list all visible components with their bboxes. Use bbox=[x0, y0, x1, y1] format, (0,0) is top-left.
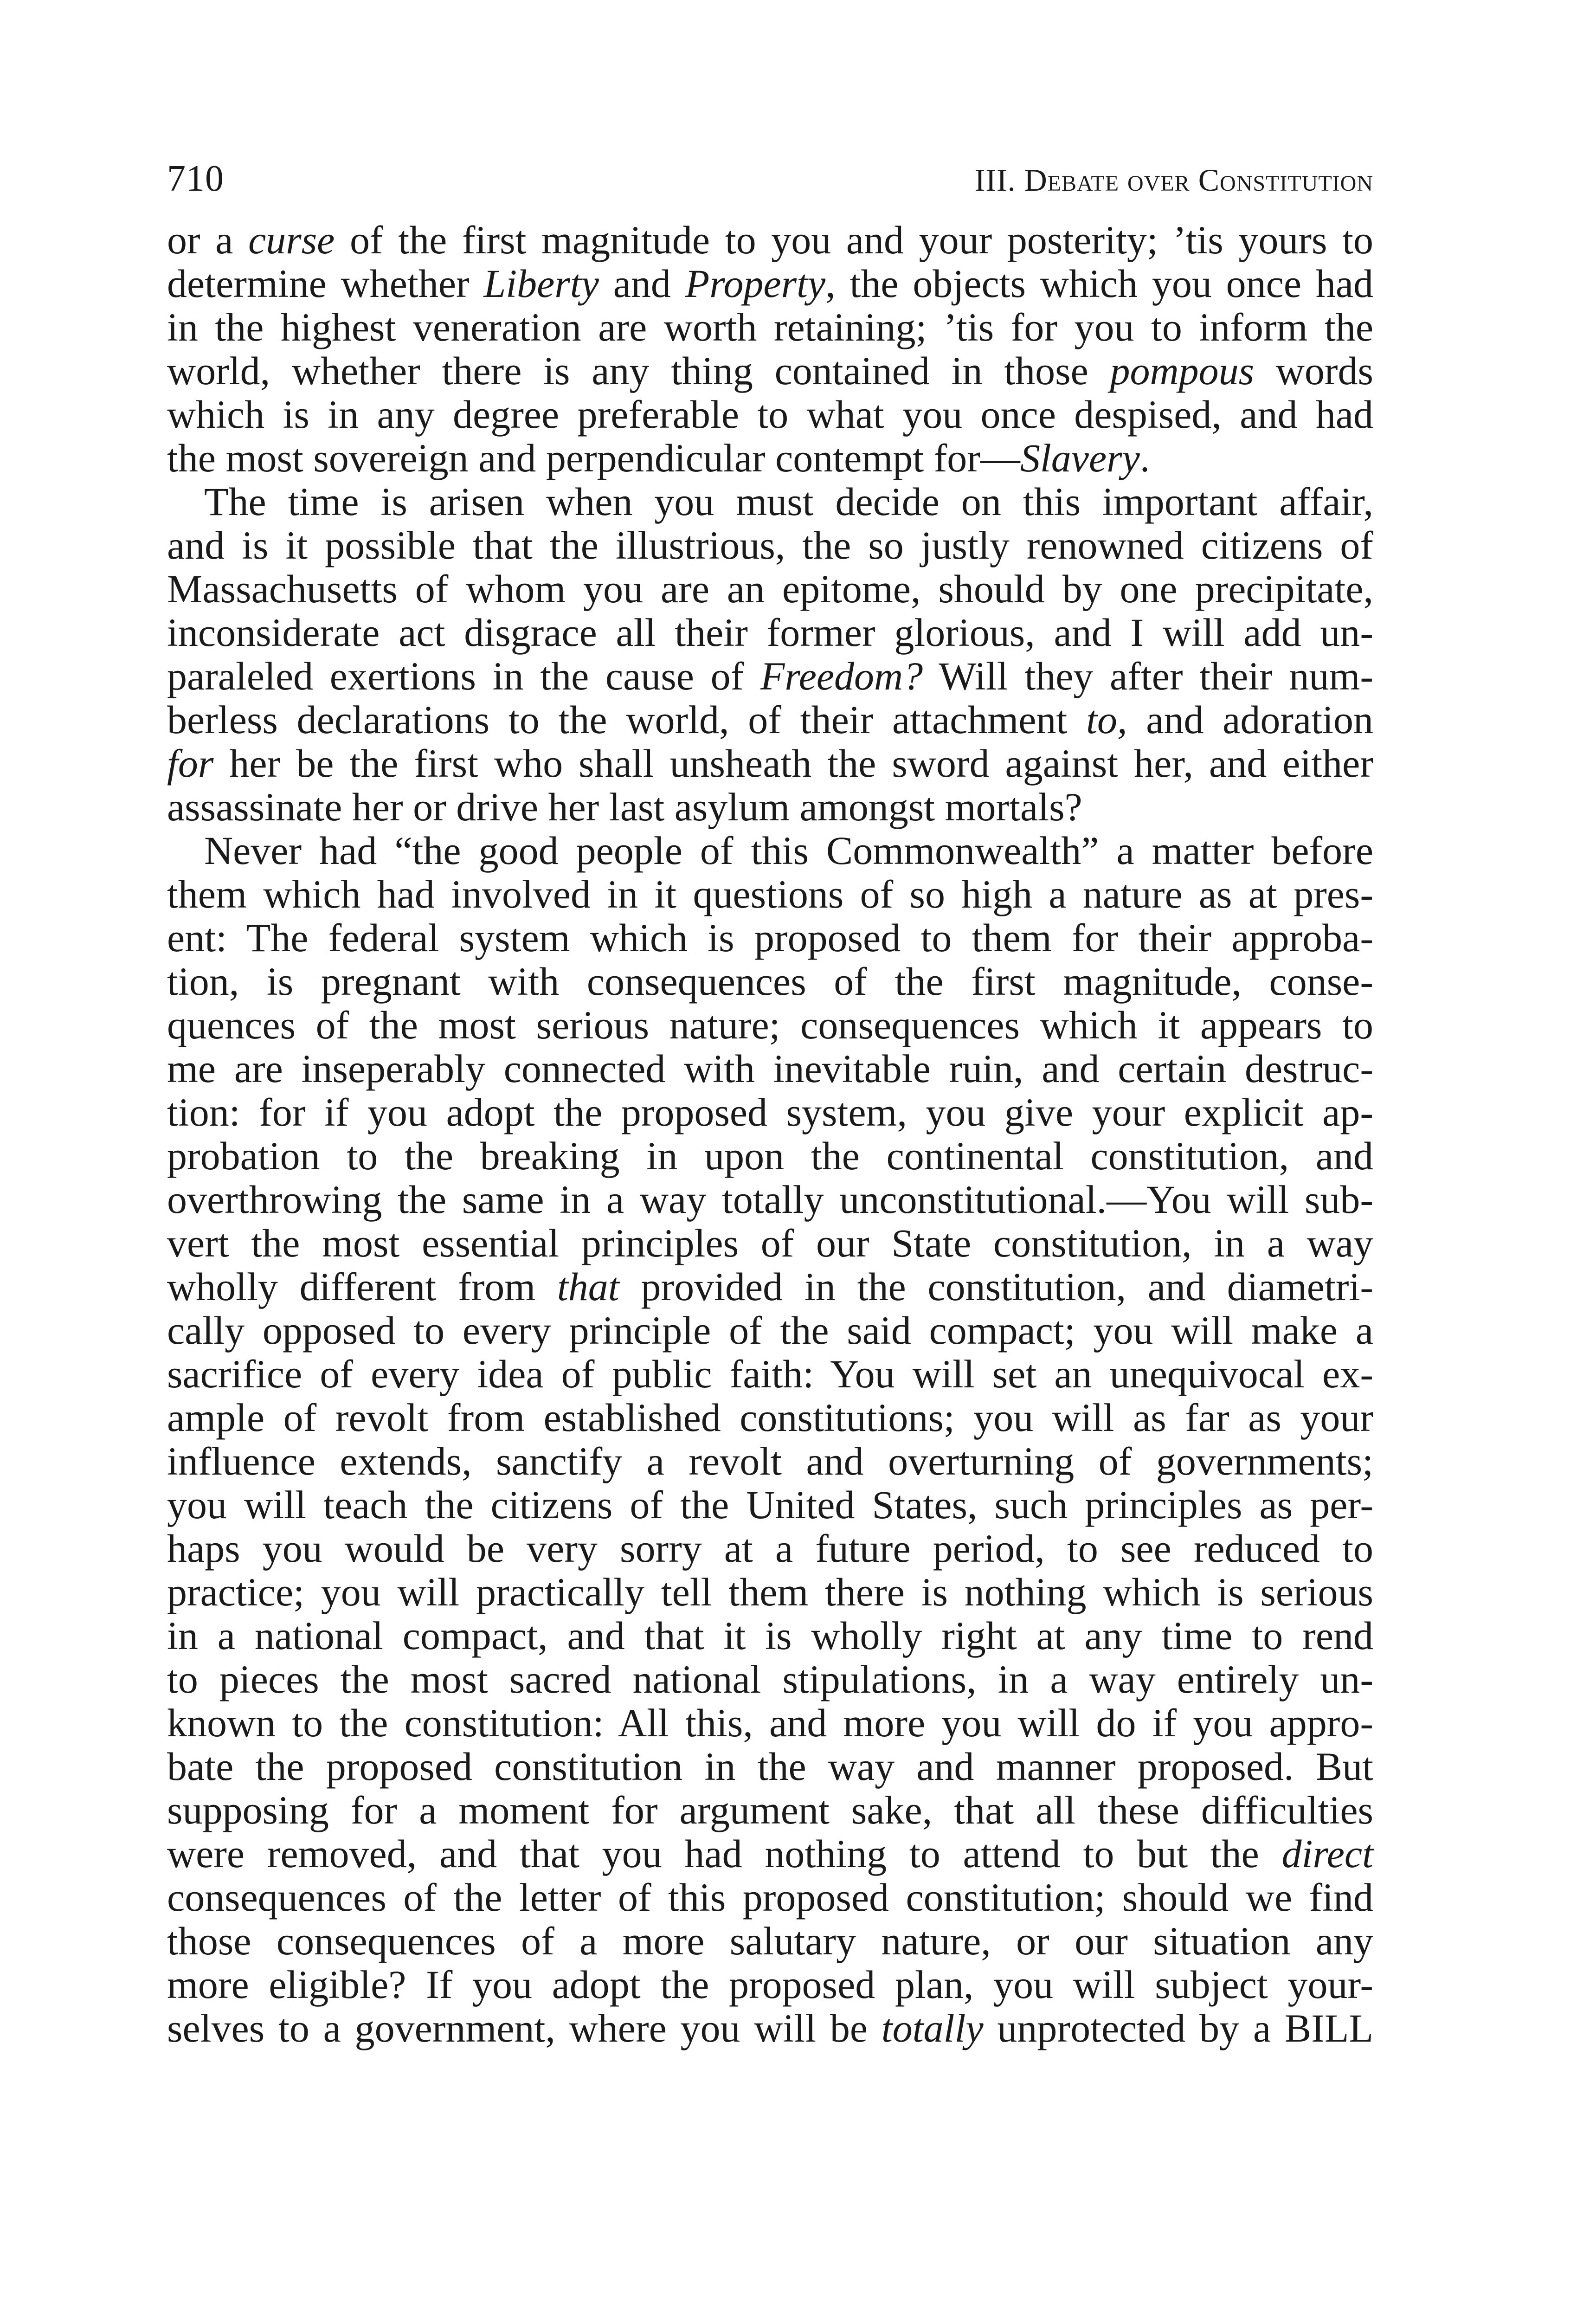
text-run: and adoration bbox=[1127, 697, 1373, 742]
text-run: influence extends, sanctify a revolt and overturning of governments; bbox=[167, 1439, 1373, 1483]
text-run: words bbox=[1254, 348, 1373, 393]
text-line bbox=[167, 1483, 1373, 1527]
text-line bbox=[167, 741, 1373, 785]
text-line bbox=[167, 1919, 1373, 1963]
text-run: and is it possible that the illustrious, the so justly renowned citizens of bbox=[167, 523, 1373, 567]
text-line bbox=[167, 1221, 1373, 1265]
text-line bbox=[167, 829, 1373, 872]
text-line bbox=[167, 1657, 1373, 1701]
text-run: Never had “the good people of this Commonwealth” a matter before bbox=[204, 828, 1373, 873]
text-run: me are inseperably connected with inevitable ruin, and certain destruc- bbox=[167, 1046, 1373, 1091]
italic-text: Property bbox=[685, 261, 826, 306]
text-run: practice; you will practically tell them there is nothing which is serious bbox=[167, 1570, 1373, 1614]
body-text bbox=[167, 218, 1373, 2050]
text-run: cally opposed to every principle of the said compact; you will make a bbox=[167, 1308, 1373, 1353]
text-line bbox=[167, 654, 1373, 698]
text-run: ent: The federal system which is proposed to them for their approba- bbox=[167, 915, 1373, 960]
text-line bbox=[167, 567, 1373, 611]
text-run: berless declarations to the world, of their attachment bbox=[167, 697, 1087, 742]
italic-text: curse bbox=[248, 218, 335, 262]
text-line bbox=[167, 960, 1373, 1003]
text-line bbox=[167, 523, 1373, 567]
text-line bbox=[167, 1527, 1373, 1570]
text-run: unprotected by a BILL bbox=[983, 2006, 1373, 2050]
text-line bbox=[167, 1047, 1373, 1090]
italic-text: for bbox=[167, 741, 214, 786]
text-line bbox=[167, 698, 1373, 741]
paragraph bbox=[167, 218, 1373, 480]
italic-text: totally bbox=[881, 2006, 984, 2050]
italic-text: Freedom? bbox=[760, 654, 923, 698]
text-run: or a bbox=[167, 218, 249, 262]
text-line bbox=[167, 1570, 1373, 1614]
italic-text: Liberty bbox=[483, 261, 599, 306]
paragraph bbox=[167, 480, 1373, 829]
text-line bbox=[167, 1701, 1373, 1745]
running-title: III. Debate over Constitution bbox=[974, 162, 1373, 198]
text-line bbox=[167, 785, 1373, 829]
text-run: Massachusetts of whom you are an epitome, should by one precipitate, bbox=[167, 567, 1373, 611]
text-line bbox=[167, 305, 1373, 349]
text-run: more eligible? If you adopt the proposed plan, you will subject your- bbox=[167, 1962, 1373, 2007]
text-run: sacrifice of every idea of public faith: You will set an unequivocal ex- bbox=[167, 1352, 1373, 1396]
text-line bbox=[167, 611, 1373, 654]
text-run: inconsiderate act disgrace all their former glorious, and I will add un- bbox=[167, 610, 1373, 655]
text-run: vert the most essential principles of our State constitution, in a way bbox=[167, 1221, 1373, 1265]
paragraph bbox=[167, 829, 1373, 2050]
text-line bbox=[167, 1396, 1373, 1439]
text-run: were removed, and that you had nothing to attend to but the bbox=[167, 1831, 1282, 1876]
text-line bbox=[167, 1614, 1373, 1657]
text-line bbox=[167, 2006, 1373, 2050]
text-line bbox=[167, 872, 1373, 916]
document-page bbox=[167, 158, 1373, 2050]
text-run: assassinate her or drive her last asylum amongst mortals? bbox=[167, 785, 1082, 829]
text-line bbox=[167, 349, 1373, 393]
text-run: quences of the most serious nature; consequences which it appears to bbox=[167, 1003, 1373, 1047]
text-run: of the first magnitude to you and your posterity; ’tis yours to bbox=[335, 218, 1373, 262]
text-line bbox=[167, 480, 1373, 523]
italic-text: pompous bbox=[1110, 348, 1255, 393]
text-run: overthrowing the same in a way totally unconstitutional.—You will sub- bbox=[167, 1177, 1373, 1222]
text-run: world, whether there is any thing contained in those bbox=[167, 348, 1110, 393]
text-run: in the highest veneration are worth retaining; ’tis for you to inform the bbox=[167, 305, 1373, 349]
text-line bbox=[167, 916, 1373, 960]
text-run: haps you would be very sorry at a future period, to see reduced to bbox=[167, 1526, 1373, 1571]
text-line bbox=[167, 1178, 1373, 1221]
text-run: determine whether bbox=[167, 261, 484, 306]
text-line bbox=[167, 1875, 1373, 1919]
text-run: her be the first who shall unsheath the sword against her, and either bbox=[213, 741, 1373, 786]
text-line bbox=[167, 218, 1373, 262]
text-run: paraleled exertions in the cause of bbox=[167, 654, 760, 698]
italic-text: Slavery bbox=[1020, 436, 1140, 480]
text-run: consequences of the letter of this proposed constitution; should we find bbox=[167, 1875, 1373, 1920]
text-run: probation to the breaking in upon the continental constitution, and bbox=[167, 1134, 1373, 1178]
text-run: , the objects which you once had bbox=[825, 261, 1373, 306]
text-run: . bbox=[1139, 436, 1150, 480]
text-line bbox=[167, 1134, 1373, 1178]
text-run: them which had involved in it questions of so high a nature as at pres- bbox=[167, 872, 1373, 916]
text-line bbox=[167, 1788, 1373, 1832]
text-run: provided in the constitution, and diametri- bbox=[619, 1264, 1373, 1309]
text-run: you will teach the citizens of the United States, such principles as per- bbox=[167, 1482, 1373, 1527]
text-line bbox=[167, 1265, 1373, 1308]
text-line bbox=[167, 436, 1373, 480]
text-run: to pieces the most sacred national stipulations, in a way entirely un- bbox=[167, 1657, 1373, 1701]
text-line bbox=[167, 1003, 1373, 1047]
text-line bbox=[167, 1745, 1373, 1788]
text-run: selves to a government, where you will be bbox=[167, 2006, 882, 2050]
text-run: the most sovereign and perpendicular contempt for— bbox=[167, 436, 1020, 480]
italic-text: that bbox=[557, 1264, 619, 1309]
text-run: and bbox=[598, 261, 685, 306]
text-run: ample of revolt from established constitutions; you will as far as your bbox=[167, 1395, 1373, 1440]
text-run: supposing for a moment for argument sake, that all these difficulties bbox=[167, 1788, 1373, 1832]
page-number: 710 bbox=[167, 158, 224, 199]
text-run: tion, is pregnant with consequences of the first magnitude, conse- bbox=[167, 959, 1373, 1004]
running-head bbox=[167, 158, 1373, 213]
text-line bbox=[167, 393, 1373, 436]
italic-text: direct bbox=[1281, 1831, 1373, 1876]
text-run: which is in any degree preferable to what you once despised, and had bbox=[167, 392, 1373, 437]
text-run: known to the constitution: All this, and more you will do if you appro- bbox=[167, 1701, 1373, 1745]
text-line bbox=[167, 1963, 1373, 2006]
text-run: in a national compact, and that it is wholly right at any time to rend bbox=[167, 1613, 1373, 1658]
italic-text: to, bbox=[1086, 697, 1127, 742]
text-line bbox=[167, 1832, 1373, 1875]
text-line bbox=[167, 1439, 1373, 1483]
text-line bbox=[167, 262, 1373, 305]
text-line bbox=[167, 1308, 1373, 1352]
text-run: wholly different from bbox=[167, 1264, 557, 1309]
text-line bbox=[167, 1090, 1373, 1134]
text-run: Will they after their num- bbox=[923, 654, 1374, 698]
text-run: tion: for if you adopt the proposed system, you give your explicit ap- bbox=[167, 1090, 1373, 1134]
text-run: The time is arisen when you must decide on this important affair, bbox=[204, 479, 1373, 524]
text-line bbox=[167, 1352, 1373, 1396]
text-run: bate the proposed constitution in the way and manner proposed. But bbox=[167, 1744, 1373, 1789]
text-run: those consequences of a more salutary nature, or our situation any bbox=[167, 1919, 1373, 1963]
